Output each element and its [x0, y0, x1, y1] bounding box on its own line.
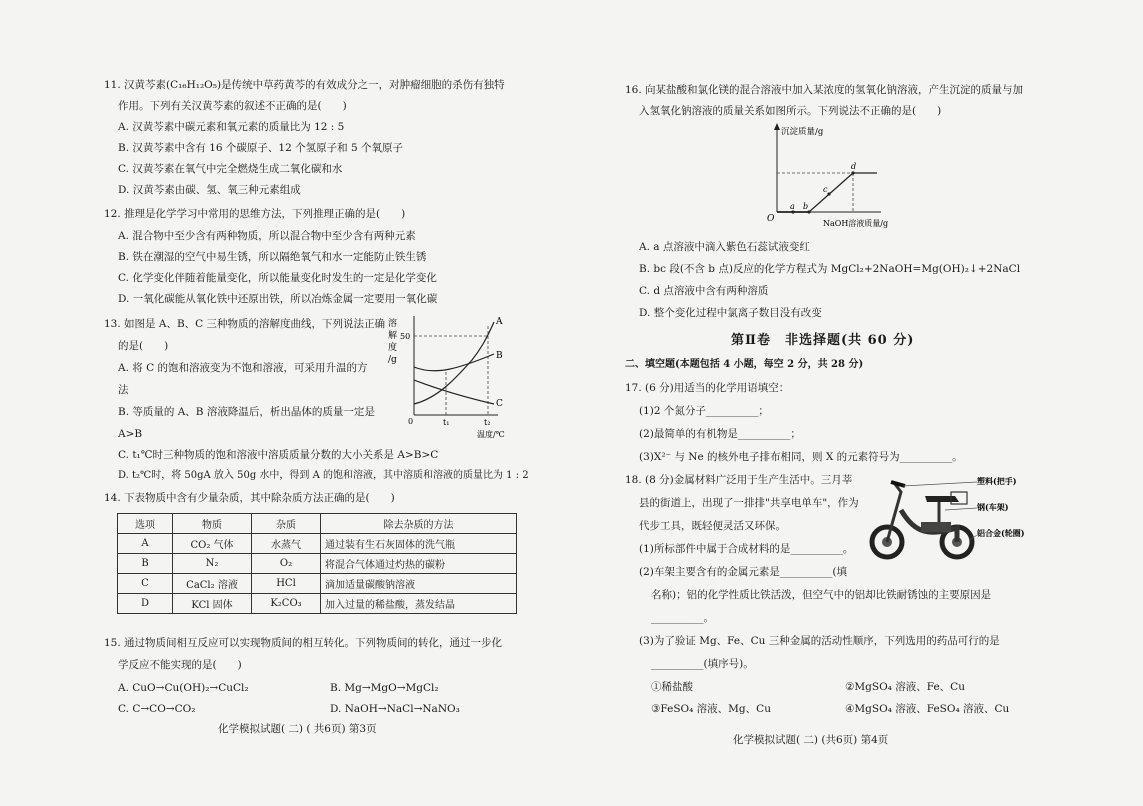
q18-line2: 县的街道上，出现了一排排"共享电单车"，作为	[639, 497, 859, 509]
q13-graph-t1: t₁	[443, 418, 450, 427]
q16-line1: 16. 向某盐酸和氯化镁的混合溶液中加入某浓度的氢氧化钠溶液，产生沉淀的质量与加	[625, 84, 1024, 96]
q18-choice-4: ④MgSO₄ 溶液、FeSO₄ 溶液、Cu	[845, 703, 1010, 715]
q16-graph-ylabel: 沉淀质量/g	[781, 127, 824, 137]
table-cell: B	[118, 554, 173, 574]
right-page	[571, 0, 1143, 806]
q15-option-c: C. C→CO→CO₂	[118, 703, 196, 715]
q13-option-b-line1: B. 等质量的 A、B 溶液降温后，析出晶体的质量一定是	[118, 406, 375, 418]
q18-sub2-line3: __________。	[651, 612, 714, 624]
scooter-label-plastic: 塑料(把手)	[977, 476, 1017, 486]
q18-choice-1: ①稀盐酸	[651, 681, 693, 693]
table-cell: D	[118, 594, 173, 614]
table-cell: N₂	[173, 554, 252, 574]
q18-sub3-line2: __________(填序号)。	[651, 658, 754, 670]
q16-graph-origin: O	[767, 214, 775, 224]
q13-graph-label-a: A	[496, 317, 503, 327]
q13-graph-ylabel-2: 解	[388, 331, 398, 341]
right-page-footer: 化学模拟试题( 二) (共6页) 第4页	[733, 734, 889, 746]
q13-option-c: C. t₁℃时三种物质的饱和溶液中溶质质量分数的大小关系是 A>B>C	[118, 449, 439, 461]
q13-graph-label-c: C	[496, 399, 503, 409]
table-cell: 加入过量的稀盐酸，蒸发结晶	[321, 594, 517, 614]
q12-option-d: D. 一氧化碳能从氧化铁中还原出铁，所以冶炼金属一定要用一氧化碳	[118, 293, 438, 305]
table-row	[118, 574, 517, 594]
q13-graph-xlabel: 温度/℃	[477, 430, 505, 439]
q15-option-d: D. NaOH→NaCl→NaNO₃	[330, 703, 460, 715]
q16-option-c: C. d 点溶液中含有两种溶质	[639, 285, 769, 297]
q15-option-a: A. CuO→Cu(OH)₂→CuCl₂	[118, 682, 249, 694]
q12-line1: 12. 推理是化学学习中常用的思维方法，下列推理正确的是( )	[104, 208, 406, 220]
q17-sub3: (3)X²⁻ 与 Ne 的核外电子排布相同，则 X 的元素符号为__________。	[639, 451, 963, 463]
q18-sub2-line1: (2)车架主要含有的金属元素是__________(填	[639, 566, 847, 578]
q11-option-c: C. 汉黄芩素在氧气中完全燃烧生成二氧化碳和水	[118, 163, 343, 175]
table-header-row	[118, 514, 517, 534]
q13-option-d: D. t₂℃时，将 50gA 放入 50g 水中，得到 A 的饱和溶液，其中溶质和溶液的质量比为 1 : 2	[118, 470, 529, 481]
table-cell: A	[118, 534, 173, 554]
q18-sub1: (1)所标部件中属于合成材料的是__________。	[639, 543, 854, 555]
q18-sub3-line1: (3)为了验证 Mg、Fe、Cu 三种金属的活动性顺序，下列选用的药品可行的是	[639, 635, 1000, 647]
table-row	[118, 594, 517, 614]
fill-in-header: 二、填空题(本题包括 4 小题，每空 2 分，共 28 分)	[625, 359, 864, 370]
table-cell: 将混合气体通过灼热的碳粉	[321, 554, 517, 574]
q16-option-b: B. bc 段(不含 b 点)反应的化学方程式为 MgCl₂+2NaOH=Mg(OH)₂↓+2NaCl	[639, 263, 1021, 275]
section-title: 第Ⅱ卷 非选择题(共 60 分)	[731, 333, 915, 348]
table-cell: O₂	[252, 554, 321, 574]
table-cell: HCl	[252, 574, 321, 594]
q13-line2: 的是( )	[118, 340, 169, 352]
q15-option-b: B. Mg→MgO→MgCl₂	[330, 682, 439, 694]
q12-option-b: B. 铁在潮湿的空气中易生锈，所以隔绝氧气和水一定能防止铁生锈	[118, 251, 427, 263]
table-header: 除去杂质的方法	[321, 514, 517, 534]
q15-line1: 15. 通过物质间相互反应可以实现物质间的相互转化。下列物质间的转化，通过一步化	[104, 637, 503, 649]
table-cell: CO₂ 气体	[173, 534, 252, 554]
q17-sub1: (1)2 个氮分子__________；	[639, 405, 769, 417]
q16-graph-point-a: a	[790, 202, 795, 211]
q11-option-b: B. 汉黄芩素中含有 16 个碳原子、12 个氢原子和 5 个氧原子	[118, 142, 403, 154]
q11-line1: 11. 汉黄芩素(C₁₆H₁₂O₅)是传统中草药黄芩的有效成分之一，对肿瘤细胞的杀伤有独特	[104, 79, 505, 91]
table-cell: KCl 固体	[173, 594, 252, 614]
q13-option-a-line1: A. 将 C 的饱和溶液变为不饱和溶液，可采用升温的方	[118, 362, 368, 374]
table-cell: C	[118, 574, 173, 594]
precipitate-mass-graph	[763, 120, 903, 232]
q11-line2: 作用。下列有关汉黄芩素的叙述不正确的是( )	[118, 100, 347, 112]
q13-option-a-line2: 法	[118, 384, 129, 396]
q18-sub2-line2: 名称)；铝的化学性质比铁活泼，但空气中的铝却比铁耐锈蚀的主要原因是	[651, 589, 992, 601]
q11-option-a: A. 汉黄芩素中碳元素和氧元素的质量比为 12 : 5	[118, 121, 345, 133]
table-header: 杂质	[252, 514, 321, 534]
solubility-curve-graph	[380, 312, 520, 442]
q16-graph-point-c: c	[823, 185, 828, 194]
q17-sub2: (2)最简单的有机物是__________；	[639, 428, 801, 440]
q13-graph-ylabel-1: 溶	[388, 319, 398, 329]
q13-graph-origin: 0	[408, 417, 414, 426]
left-page-footer: 化学模拟试题( 二) ( 共6页) 第3页	[218, 723, 377, 735]
q18-choice-2: ②MgSO₄ 溶液、Fe、Cu	[845, 681, 965, 693]
q13-graph-t2: t₂	[484, 418, 491, 427]
table-header: 选项	[118, 514, 173, 534]
q18-choice-3: ③FeSO₄ 溶液、Mg、Cu	[651, 703, 771, 715]
q15-line2: 学反应不能实现的是( )	[118, 659, 242, 671]
q18-line1: 18. (8 分)金属材料广泛用于生产生活中。三月莘	[625, 474, 853, 486]
electric-scooter-illustration	[865, 470, 1035, 562]
q13-line1: 13. 如图是 A、B、C 三种物质的溶解度曲线，下列说法正确	[104, 318, 386, 330]
q16-line2: 入氢氧化钠溶液的质量关系如图所示。下列说法不正确的是( )	[639, 105, 942, 117]
scooter-label-alloy: 铝合金(轮圈)	[977, 528, 1025, 538]
q18-line3: 代步工具，既轻便灵活又环保。	[639, 520, 786, 532]
left-page	[0, 0, 571, 806]
q13-graph-ylabel-3: 度	[388, 343, 398, 353]
q16-option-d: D. 整个变化过程中氯离子数目没有改变	[639, 307, 822, 319]
table-cell: 滴加适量碳酸钠溶液	[321, 574, 517, 594]
q16-option-a: A. a 点溶液中滴入紫色石蕊试液变红	[639, 241, 810, 253]
table-cell: 通过装有生石灰固体的洗气瓶	[321, 534, 517, 554]
q16-graph-point-d: d	[851, 162, 857, 171]
table-row	[118, 554, 517, 574]
q14-table	[117, 513, 517, 614]
q13-option-b-line2: A>B	[118, 428, 143, 440]
q13-graph-label-b: B	[496, 351, 503, 361]
q12-option-c: C. 化学变化伴随着能量变化，所以能量变化时发生的一定是化学变化	[118, 272, 437, 284]
q16-graph-point-b: b	[803, 202, 809, 211]
q12-option-a: A. 混合物中至少含有两种物质，所以混合物中至少含有两种元素	[118, 230, 416, 242]
q13-graph-ylabel-4: /g	[388, 355, 397, 365]
table-header: 物质	[173, 514, 252, 534]
table-cell: CaCl₂ 溶液	[173, 574, 252, 594]
q13-graph-y50: 50	[400, 332, 411, 341]
table-cell: K₂CO₃	[252, 594, 321, 614]
q11-option-d: D. 汉黄芩素由碳、氢、氧三种元素组成	[118, 184, 301, 196]
q17-line1: 17. (6 分)用适当的化学用语填空：	[625, 382, 790, 394]
q16-graph-xlabel: NaOH溶液质量/g	[823, 219, 889, 228]
table-cell: 水蒸气	[252, 534, 321, 554]
scooter-label-steel: 钢(车架)	[977, 502, 1009, 512]
table-row	[118, 534, 517, 554]
q14-line1: 14. 下表物质中含有少量杂质，其中除杂质方法正确的是( )	[104, 492, 395, 504]
